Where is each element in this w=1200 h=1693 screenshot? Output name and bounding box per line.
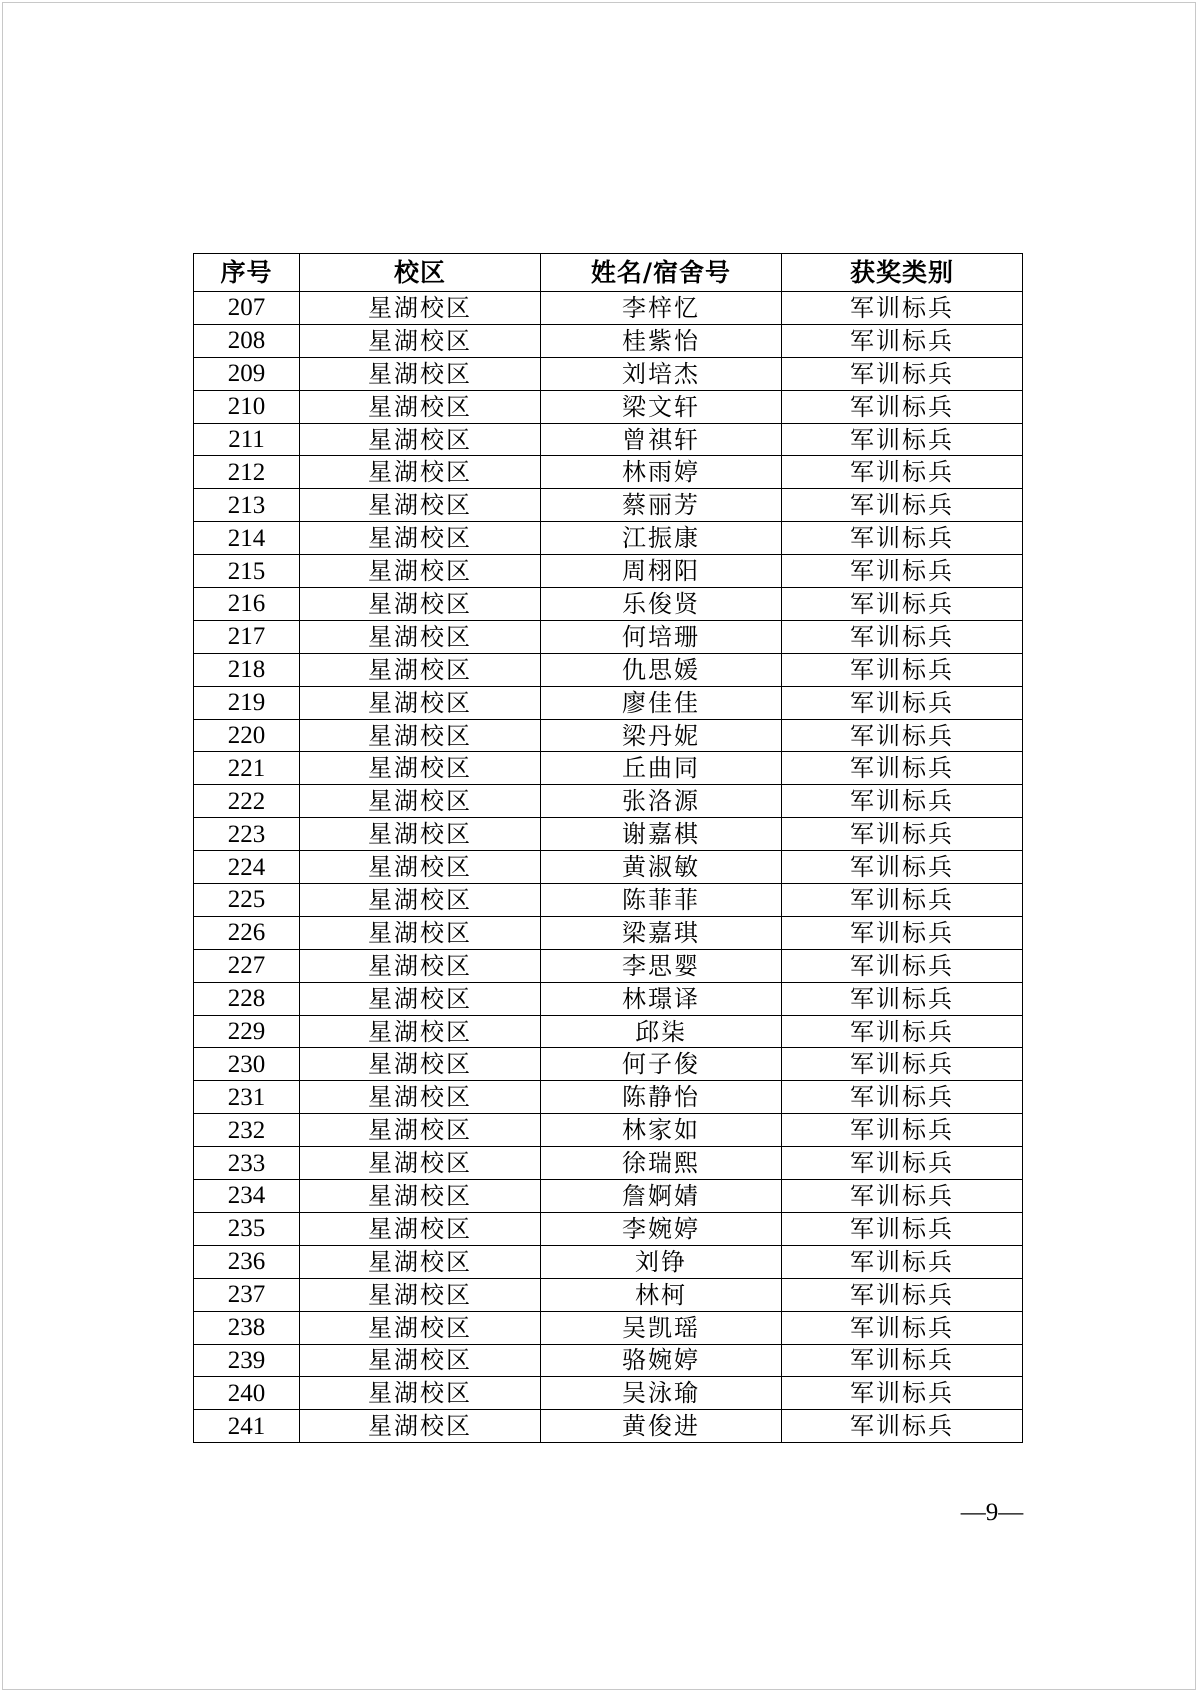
award-category-cell: 军训标兵 [782, 1114, 1023, 1147]
awards-table [193, 253, 1023, 1443]
award-category-cell: 军训标兵 [782, 1410, 1023, 1443]
name-cell: 何子俊 [541, 1048, 782, 1081]
award-category-cell: 军训标兵 [782, 1212, 1023, 1245]
serial-number-cell: 234 [194, 1180, 300, 1213]
serial-number-cell: 235 [194, 1212, 300, 1245]
campus-cell: 星湖校区 [300, 423, 541, 456]
name-cell: 乐俊贤 [541, 588, 782, 621]
table-row [194, 752, 1023, 785]
table-row [194, 1180, 1023, 1213]
serial-number-cell: 237 [194, 1278, 300, 1311]
name-cell: 梁丹妮 [541, 719, 782, 752]
name-cell: 吴泳瑜 [541, 1377, 782, 1410]
campus-cell: 星湖校区 [300, 1278, 541, 1311]
award-category-cell: 军训标兵 [782, 357, 1023, 390]
campus-cell: 星湖校区 [300, 982, 541, 1015]
serial-number-cell: 209 [194, 357, 300, 390]
table-row [194, 1344, 1023, 1377]
award-category-cell: 军训标兵 [782, 1048, 1023, 1081]
table-header-row [194, 254, 1023, 292]
name-cell: 梁文轩 [541, 390, 782, 423]
table-row [194, 522, 1023, 555]
campus-cell: 星湖校区 [300, 785, 541, 818]
campus-cell: 星湖校区 [300, 1410, 541, 1443]
name-cell: 陈菲菲 [541, 884, 782, 917]
name-cell: 黄俊进 [541, 1410, 782, 1443]
serial-number-cell: 208 [194, 324, 300, 357]
serial-number-cell: 216 [194, 588, 300, 621]
campus-cell: 星湖校区 [300, 1377, 541, 1410]
campus-cell: 星湖校区 [300, 916, 541, 949]
award-category-cell: 军训标兵 [782, 390, 1023, 423]
award-category-cell: 军训标兵 [782, 1180, 1023, 1213]
award-category-cell: 军训标兵 [782, 1278, 1023, 1311]
table-row [194, 1081, 1023, 1114]
serial-number-cell: 229 [194, 1015, 300, 1048]
serial-number-cell: 227 [194, 949, 300, 982]
name-cell: 林雨婷 [541, 456, 782, 489]
name-cell: 仇思媛 [541, 653, 782, 686]
serial-number-cell: 230 [194, 1048, 300, 1081]
table-row [194, 949, 1023, 982]
table-row [194, 851, 1023, 884]
serial-number-cell: 219 [194, 686, 300, 719]
award-category-cell: 军训标兵 [782, 620, 1023, 653]
table-body [194, 292, 1023, 1443]
campus-cell: 星湖校区 [300, 555, 541, 588]
table-row [194, 653, 1023, 686]
table-row [194, 719, 1023, 752]
campus-cell: 星湖校区 [300, 620, 541, 653]
serial-number-cell: 224 [194, 851, 300, 884]
name-cell: 吴凯瑶 [541, 1311, 782, 1344]
name-cell: 梁嘉琪 [541, 916, 782, 949]
campus-cell: 星湖校区 [300, 522, 541, 555]
serial-number-cell: 241 [194, 1410, 300, 1443]
campus-cell: 星湖校区 [300, 1081, 541, 1114]
campus-cell: 星湖校区 [300, 1212, 541, 1245]
table-row [194, 1377, 1023, 1410]
serial-number-cell: 217 [194, 620, 300, 653]
name-cell: 徐瑞熙 [541, 1147, 782, 1180]
name-cell: 何培珊 [541, 620, 782, 653]
serial-number-cell: 240 [194, 1377, 300, 1410]
award-category-cell: 军训标兵 [782, 522, 1023, 555]
award-category-cell: 军训标兵 [782, 1147, 1023, 1180]
serial-number-cell: 210 [194, 390, 300, 423]
award-category-cell: 军训标兵 [782, 292, 1023, 325]
award-category-cell: 军训标兵 [782, 1245, 1023, 1278]
serial-number-cell: 215 [194, 555, 300, 588]
name-cell: 林璟译 [541, 982, 782, 1015]
campus-cell: 星湖校区 [300, 489, 541, 522]
campus-cell: 星湖校区 [300, 686, 541, 719]
campus-cell: 星湖校区 [300, 1114, 541, 1147]
serial-number-cell: 212 [194, 456, 300, 489]
campus-cell: 星湖校区 [300, 1147, 541, 1180]
award-category-cell: 军训标兵 [782, 785, 1023, 818]
table-row [194, 390, 1023, 423]
award-category-cell: 军训标兵 [782, 423, 1023, 456]
table-row [194, 1147, 1023, 1180]
table-row [194, 588, 1023, 621]
name-cell: 谢嘉棋 [541, 818, 782, 851]
award-category-cell: 军训标兵 [782, 851, 1023, 884]
serial-number-cell: 214 [194, 522, 300, 555]
name-cell: 邱柒 [541, 1015, 782, 1048]
serial-number-cell: 207 [194, 292, 300, 325]
serial-number-cell: 213 [194, 489, 300, 522]
name-cell: 李思婴 [541, 949, 782, 982]
table-row [194, 1278, 1023, 1311]
table-row [194, 785, 1023, 818]
award-category-cell: 军训标兵 [782, 916, 1023, 949]
name-cell: 刘铮 [541, 1245, 782, 1278]
serial-number-cell: 236 [194, 1245, 300, 1278]
table-row [194, 1212, 1023, 1245]
campus-cell: 星湖校区 [300, 818, 541, 851]
campus-cell: 星湖校区 [300, 884, 541, 917]
award-category-cell: 军训标兵 [782, 1377, 1023, 1410]
campus-cell: 星湖校区 [300, 588, 541, 621]
campus-cell: 星湖校区 [300, 851, 541, 884]
name-cell: 张洛源 [541, 785, 782, 818]
table-row [194, 555, 1023, 588]
serial-number-cell: 239 [194, 1344, 300, 1377]
serial-number-cell: 211 [194, 423, 300, 456]
table-row [194, 292, 1023, 325]
table-row [194, 456, 1023, 489]
serial-number-cell: 223 [194, 818, 300, 851]
name-cell: 黄淑敏 [541, 851, 782, 884]
table-row [194, 818, 1023, 851]
award-category-cell: 军训标兵 [782, 884, 1023, 917]
campus-cell: 星湖校区 [300, 1048, 541, 1081]
serial-number-cell: 233 [194, 1147, 300, 1180]
award-category-cell: 军训标兵 [782, 1344, 1023, 1377]
campus-cell: 星湖校区 [300, 719, 541, 752]
name-cell: 曾祺轩 [541, 423, 782, 456]
serial-number-cell: 218 [194, 653, 300, 686]
award-category-cell: 军训标兵 [782, 818, 1023, 851]
award-category-cell: 军训标兵 [782, 489, 1023, 522]
header-campus: 校区 [300, 254, 541, 292]
name-cell: 刘培杰 [541, 357, 782, 390]
campus-cell: 星湖校区 [300, 1311, 541, 1344]
campus-cell: 星湖校区 [300, 324, 541, 357]
table-row [194, 324, 1023, 357]
table-row [194, 982, 1023, 1015]
campus-cell: 星湖校区 [300, 949, 541, 982]
name-cell: 林家如 [541, 1114, 782, 1147]
award-category-cell: 军训标兵 [782, 653, 1023, 686]
award-category-cell: 军训标兵 [782, 949, 1023, 982]
name-cell: 骆婉婷 [541, 1344, 782, 1377]
award-category-cell: 军训标兵 [782, 982, 1023, 1015]
campus-cell: 星湖校区 [300, 1180, 541, 1213]
name-cell: 李梓忆 [541, 292, 782, 325]
campus-cell: 星湖校区 [300, 456, 541, 489]
campus-cell: 星湖校区 [300, 1344, 541, 1377]
header-award-category: 获奖类别 [782, 254, 1023, 292]
table-row [194, 1245, 1023, 1278]
table-row [194, 1410, 1023, 1443]
table-row [194, 423, 1023, 456]
serial-number-cell: 231 [194, 1081, 300, 1114]
award-category-cell: 军训标兵 [782, 555, 1023, 588]
award-category-cell: 军训标兵 [782, 719, 1023, 752]
award-category-cell: 军训标兵 [782, 588, 1023, 621]
name-cell: 林柯 [541, 1278, 782, 1311]
award-category-cell: 军训标兵 [782, 1311, 1023, 1344]
serial-number-cell: 222 [194, 785, 300, 818]
serial-number-cell: 221 [194, 752, 300, 785]
campus-cell: 星湖校区 [300, 292, 541, 325]
table-row [194, 916, 1023, 949]
campus-cell: 星湖校区 [300, 390, 541, 423]
name-cell: 詹婀婧 [541, 1180, 782, 1213]
table-row [194, 1311, 1023, 1344]
award-category-cell: 军训标兵 [782, 1081, 1023, 1114]
campus-cell: 星湖校区 [300, 1245, 541, 1278]
table-row [194, 357, 1023, 390]
award-category-cell: 军训标兵 [782, 686, 1023, 719]
serial-number-cell: 220 [194, 719, 300, 752]
name-cell: 李婉婷 [541, 1212, 782, 1245]
serial-number-cell: 228 [194, 982, 300, 1015]
name-cell: 桂紫怡 [541, 324, 782, 357]
table-row [194, 1114, 1023, 1147]
campus-cell: 星湖校区 [300, 752, 541, 785]
serial-number-cell: 232 [194, 1114, 300, 1147]
name-cell: 陈静怡 [541, 1081, 782, 1114]
table-row [194, 884, 1023, 917]
award-category-cell: 军训标兵 [782, 324, 1023, 357]
serial-number-cell: 238 [194, 1311, 300, 1344]
page-number: —9— [960, 1499, 1024, 1526]
serial-number-cell: 226 [194, 916, 300, 949]
table-row [194, 686, 1023, 719]
name-cell: 廖佳佳 [541, 686, 782, 719]
table-row [194, 1015, 1023, 1048]
header-name-dorm: 姓名/宿舍号 [541, 254, 782, 292]
award-category-cell: 军训标兵 [782, 752, 1023, 785]
campus-cell: 星湖校区 [300, 653, 541, 686]
name-cell: 江振康 [541, 522, 782, 555]
table-row [194, 620, 1023, 653]
name-cell: 蔡丽芳 [541, 489, 782, 522]
name-cell: 丘曲同 [541, 752, 782, 785]
serial-number-cell: 225 [194, 884, 300, 917]
table-row [194, 489, 1023, 522]
award-category-cell: 军训标兵 [782, 456, 1023, 489]
table-row [194, 1048, 1023, 1081]
header-serial-number: 序号 [194, 254, 300, 292]
campus-cell: 星湖校区 [300, 1015, 541, 1048]
award-category-cell: 军训标兵 [782, 1015, 1023, 1048]
name-cell: 周栩阳 [541, 555, 782, 588]
campus-cell: 星湖校区 [300, 357, 541, 390]
